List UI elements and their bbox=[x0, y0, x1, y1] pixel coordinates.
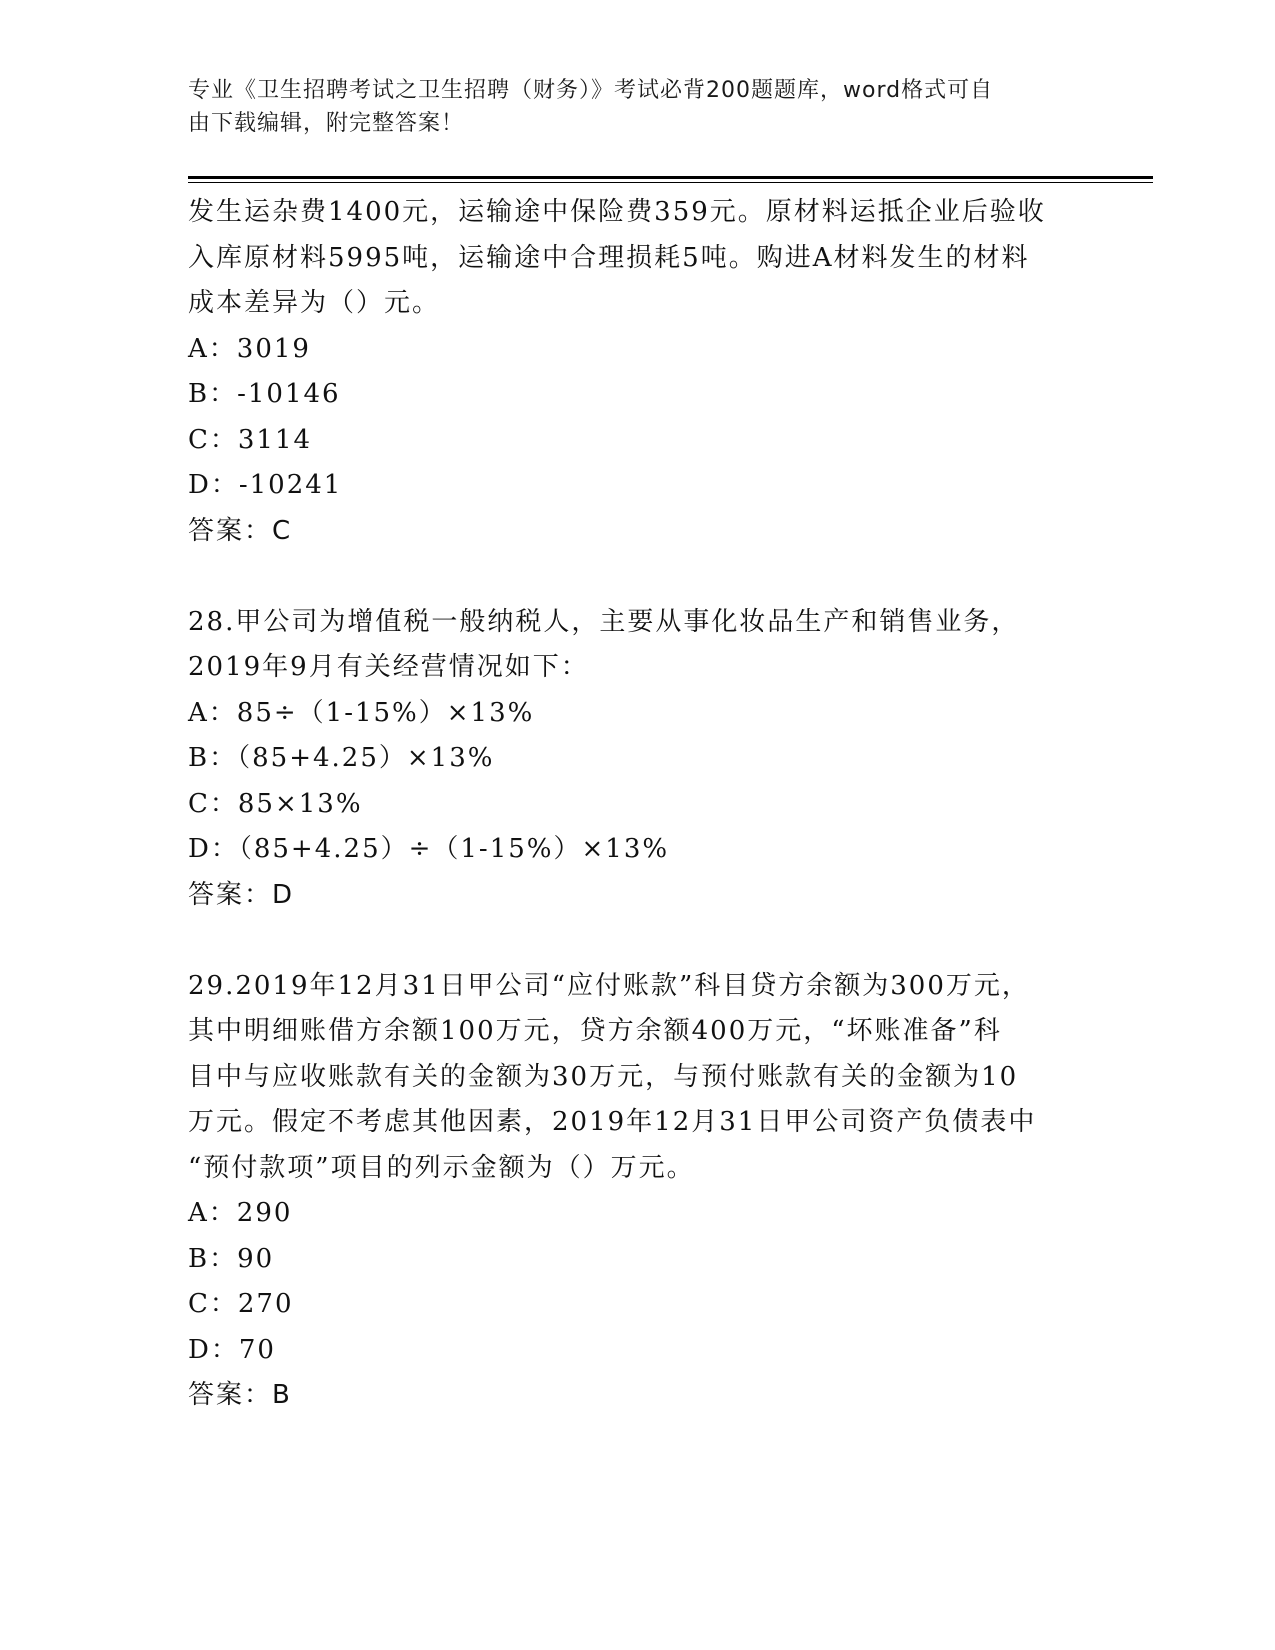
question-stem-line: 入库原材料5995吨，运输途中合理损耗5吨。购进A材料发生的材料 bbox=[188, 242, 1030, 273]
answer: 答案：D bbox=[188, 879, 295, 910]
question-stem-line: 28.甲公司为增值税一般纳税人，主要从事化妆品生产和销售业务， bbox=[188, 606, 1020, 637]
spacer bbox=[188, 918, 1088, 964]
answer: 答案：C bbox=[188, 515, 293, 546]
option-c: C：270 bbox=[188, 1289, 294, 1319]
header-line-1: 专业《卫生招聘考试之卫生招聘（财务）》考试必背200题题库，word格式可自 bbox=[188, 78, 994, 103]
option-b: B：90 bbox=[188, 1243, 275, 1274]
option-c: C：85×13% bbox=[188, 788, 363, 819]
header-line-2: 由下载编辑，附完整答案！ bbox=[188, 111, 465, 136]
question-stem-line: “预付款项”项目的列示金额为（）万元。 bbox=[188, 1152, 695, 1183]
option-b: B：（85+4.25）×13% bbox=[188, 743, 495, 773]
answer: 答案：B bbox=[188, 1380, 292, 1410]
question-29 bbox=[188, 964, 1088, 1419]
document-header bbox=[188, 74, 1068, 140]
question-content bbox=[188, 190, 1088, 1419]
option-d: D：（85+4.25）÷（1-15%）×13% bbox=[188, 834, 670, 864]
question-28 bbox=[188, 600, 1088, 919]
spacer bbox=[188, 554, 1088, 600]
question-stem-line: 2019年9月有关经营情况如下： bbox=[188, 652, 589, 682]
question-stem-line: 成本差异为（）元。 bbox=[188, 288, 441, 318]
option-a: A：85÷（1-15%）×13% bbox=[188, 697, 535, 728]
question-stem-line: 发生运杂费1400元，运输途中保险费359元。原材料运抵企业后验收 bbox=[188, 197, 1046, 227]
question-stem-line: 目中与应收账款有关的金额为30万元，与预付账款有关的金额为10 bbox=[188, 1061, 1019, 1092]
question-stem-line: 万元。假定不考虑其他因素，2019年12月31日甲公司资产负债表中 bbox=[188, 1107, 1037, 1137]
option-c: C：3114 bbox=[188, 424, 313, 455]
option-d: D：70 bbox=[188, 1334, 276, 1365]
option-a: A：290 bbox=[188, 1198, 293, 1228]
header-rule-thin bbox=[188, 182, 1153, 183]
question-stem-line: 29.2019年12月31日甲公司“应付账款”科目贷方余额为300万元， bbox=[188, 970, 1030, 1001]
option-b: B：-10146 bbox=[188, 379, 341, 409]
option-d: D：-10241 bbox=[188, 470, 343, 500]
option-a: A：3019 bbox=[188, 333, 311, 364]
question-27 bbox=[188, 190, 1088, 554]
header-rule-thick bbox=[188, 176, 1153, 179]
question-stem-line: 其中明细账借方余额100万元，贷方余额400万元，“坏账准备”科 bbox=[188, 1016, 1002, 1046]
